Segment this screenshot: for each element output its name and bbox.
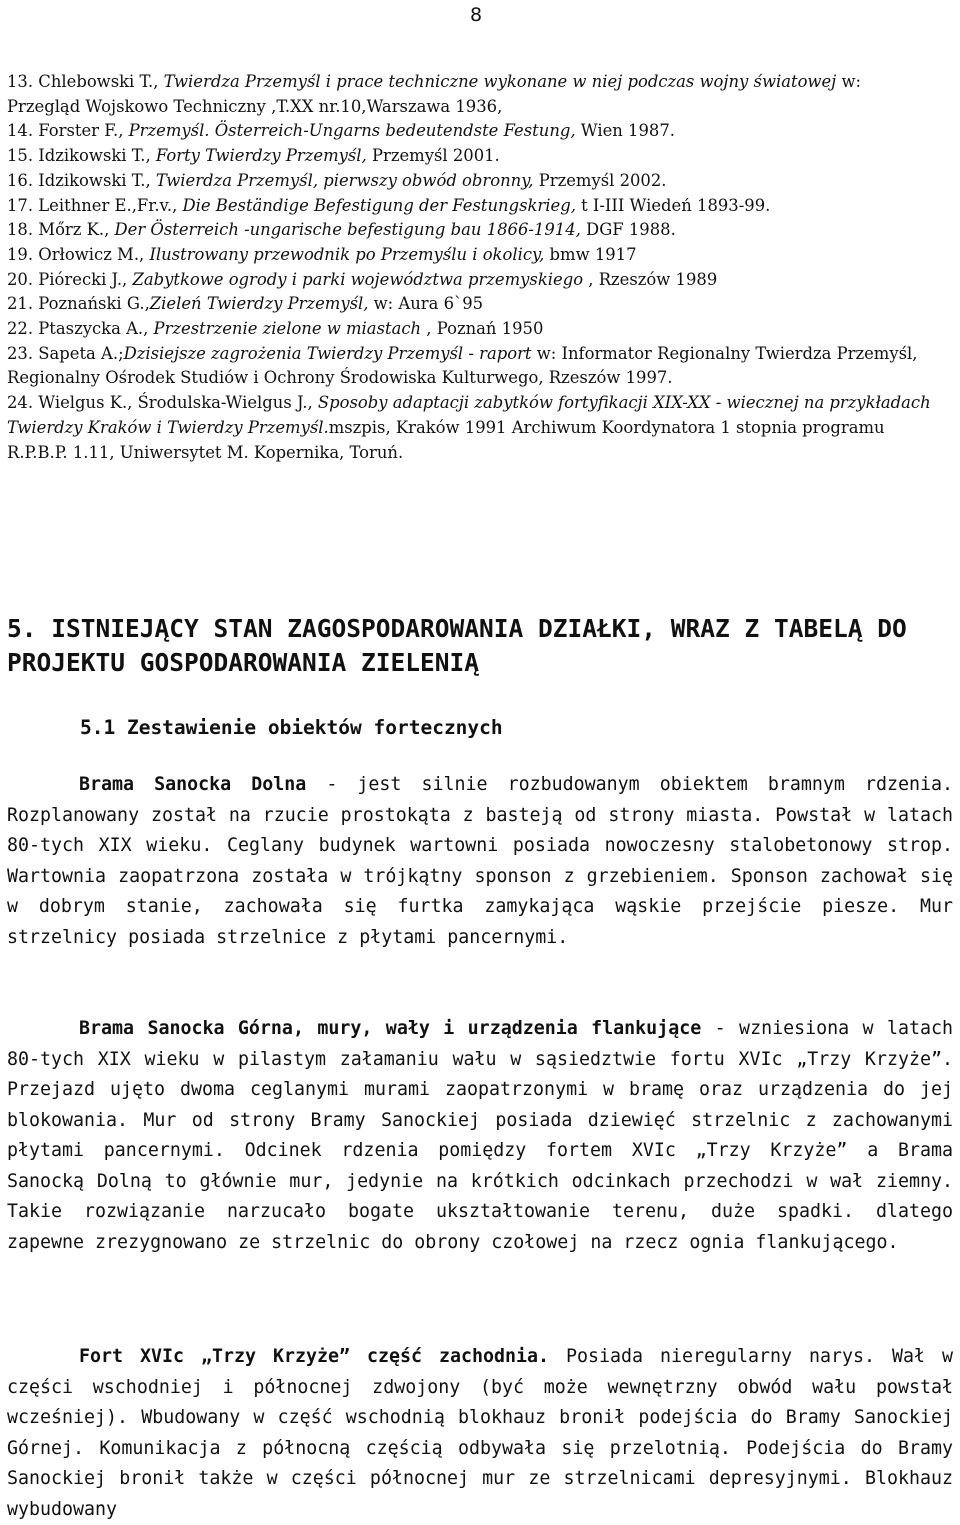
paragraph-brama-sanocka-gorna [7,1014,953,1258]
reference-separator: , [139,244,150,264]
reference-author: Wielgus K., Środulska-Wielgus J. [38,393,308,413]
reference-details: w: Informator Regionalny Twierdza Przemyśl, Regionalny Ośrodek Studiów i Ochrony Środowiska Kulturwego, Rzeszów 1997. [7,343,918,388]
reference-author: Ptaszycka A. [38,319,144,339]
reference-number: 23. [7,343,39,363]
reference-details: mszpis, Kraków 1991 Archiwum Koordynatora 1 stopnia programu R.P.B.P. 1.11, Uniwersytet M. Kopernika, Toruń. [7,417,885,462]
reference-details: t I-III Wiedeń 1893-99. [575,195,771,215]
reference-title: Forty Twierdzy Przemyśl, [155,146,367,166]
reference-details: , Rzeszów 1989 [583,269,718,289]
paragraph-lead: Brama Sanocka Górna, mury, wały i urządzenia flankujące [79,1018,702,1039]
reference-author: Orłowicz M. [38,244,140,264]
reference-item [7,342,937,391]
reference-author: Mőrz K. [38,220,105,240]
reference-number: 17. [7,195,39,215]
reference-number: 24. [7,393,39,413]
reference-details: bmw 1917 [544,244,637,264]
paragraph-text: - jest silnie rozbudowanym obiektem bramnym rdzenia. Rozplanowany został na rzucie prostokąta z basteją od strony miasta. Powstał w latach 80-tych XIX wieku. Ceglany budynek wartowni posiada nowoczesny stalobetonowy strop. Wartownia zaopatrzona została w trójkątny sponson z grzebieniem. Sponson zachował się w dobrym stanie, zachowała się furtka zamykająca wąskie przejście piesze. Mur strzelnicy posiada strzelnice z płytami pancernymi. [7,774,953,948]
reference-number: 15. [7,146,39,166]
reference-number: 14. [7,121,39,141]
reference-separator: , [144,294,150,314]
reference-title: Die Beständige Befestigung der Festungskrieg, [182,195,576,215]
reference-separator: , [307,393,318,413]
reference-separator: , [118,121,129,141]
paragraph-brama-sanocka-dolna [7,770,953,953]
reference-separator: , [153,72,164,91]
reference-title: Twierdza Przemyśl, pierwszy obwód obronny, [155,170,534,190]
reference-details: w: Przegląd Wojskowo Techniczny ,T.XX nr.10,Warszawa 1936, [7,72,862,116]
reference-author: Idzikowski T. [38,170,146,190]
reference-number: 21. [7,294,39,314]
reference-number: 13. [7,72,39,91]
reference-author: Forster F. [38,121,119,141]
reference-title: Ilustrowany przewodnik po Przemyślu i okolicy, [149,244,545,264]
reference-title: Przemyśl. Österreich-Ungarns bedeutendste Festung, [128,121,576,141]
paragraph-fort-xvic [7,1342,953,1525]
reference-separator: , [145,170,156,190]
reference-item [7,243,937,268]
reference-number: 22. [7,319,39,339]
reference-title: Sposoby adaptacji zabytków fortyfikacji XIX-XX - wiecznej na przykładach Twierdzy Kraków i Twierdzy Przemyśl. [7,393,931,437]
reference-details: Wien 1987. [575,121,675,141]
reference-item [7,144,937,169]
reference-item [7,169,937,194]
reference-title: Dzisiejsze zagrożenia Twierdzy Przemyśl - raport [123,343,532,363]
bibliography-list [7,70,937,465]
reference-number: 18. [7,220,39,240]
reference-details: w: Aura 6`95 [368,294,484,314]
reference-author: Idzikowski T. [38,146,146,166]
paragraph-lead: Fort XVIc „Trzy Krzyże” część zachodnia. [79,1346,550,1367]
reference-author: Leithner E.,Fr.v. [38,195,173,215]
reference-separator: , [122,269,133,289]
reference-separator: , [172,195,183,215]
reference-separator: , [143,319,154,339]
reference-item [7,292,937,317]
reference-number: 20. [7,269,39,289]
reference-number: 19. [7,244,39,264]
reference-title: Der Österreich -ungarische befestigung bau 1866-1914, [114,220,581,240]
paragraph-lead: Brama Sanocka Dolna [79,774,307,795]
subsection-heading: 5.1 Zestawienie obiektów fortecznych [80,716,503,739]
paragraph-text: Posiada nieregularny narys. Wał w części wschodniej i północnej zdwojony (być może wewnętrzny obwód wału powstał wcześniej). Wbudowany w część wschodnią blokhauz bronił podejścia do Bramy Sanockiej Górnej. Komunikacja z północną częścią odbywała się przelotnią. Podejścia do Bramy Sanockiej bronił także w części północnej mur ze strzelnicami depresyjnymi. Blokhauz wybudowany [7,1346,953,1520]
reference-title: Twierdza Przemyśl i prace techniczne wykonane w niej podczas wojny światowej [163,72,837,91]
reference-item [7,391,937,465]
reference-item [7,194,937,219]
reference-author: Sapeta A. [38,343,119,363]
reference-author: Poznański G. [38,294,145,314]
reference-details: , Poznań 1950 [421,319,544,339]
reference-details: Przemyśl 2002. [533,170,667,190]
reference-details: Przemyśl 2001. [366,146,500,166]
reference-title: Zieleń Twierdzy Przemyśl, [149,294,369,314]
page-number: 8 [470,4,483,26]
reference-details: DGF 1988. [580,220,676,240]
reference-author: Piórecki J. [38,269,123,289]
reference-number: 16. [7,170,39,190]
reference-item [7,317,937,342]
reference-item [7,70,937,119]
paragraph-text: - wzniesiona w latach 80-tych XIX wieku w pilastym załamaniu wału w sąsiedztwie fortu XVIc „Trzy Krzyże”. Przejazd ujęto dwoma ceglanymi murami zaopatrzonymi w bramę oraz urządzenia do jej blokowania. Mur od strony Bramy Sanockiej posiada dziewięć strzelnic z zachowanymi płytami pancernymi. Odcinek rdzenia pomiędzy fortem XVIc „Trzy Krzyże” a Brama Sanocką Dolną to głównie mur, jedynie na krótkich odcinkach przechodzi w wał ziemny. Takie rozwiązanie narzucało bogate ukształtowanie terenu, duże spadki. dlatego zapewne zrezygnowano ze strzelnic do obrony czołowej na rzecz ognia flankującego. [7,1018,953,1253]
reference-separator: , [145,146,156,166]
reference-title: Zabytkowe ogrody i parki województwa przemyskiego [132,269,584,289]
reference-item [7,119,937,144]
section-heading: 5. ISTNIEJĄCY STAN ZAGOSPODAROWANIA DZIAŁKI, WRAZ Z TABELĄ DO PROJEKTU GOSPODAROWANIA ZIELENIĄ [7,614,907,677]
reference-separator: ; [118,343,124,363]
reference-author: Chlebowski T. [38,72,154,91]
reference-item [7,268,937,293]
reference-title: Przestrzenie zielone w miastach [153,319,422,339]
reference-item [7,218,937,243]
reference-separator: , [104,220,115,240]
